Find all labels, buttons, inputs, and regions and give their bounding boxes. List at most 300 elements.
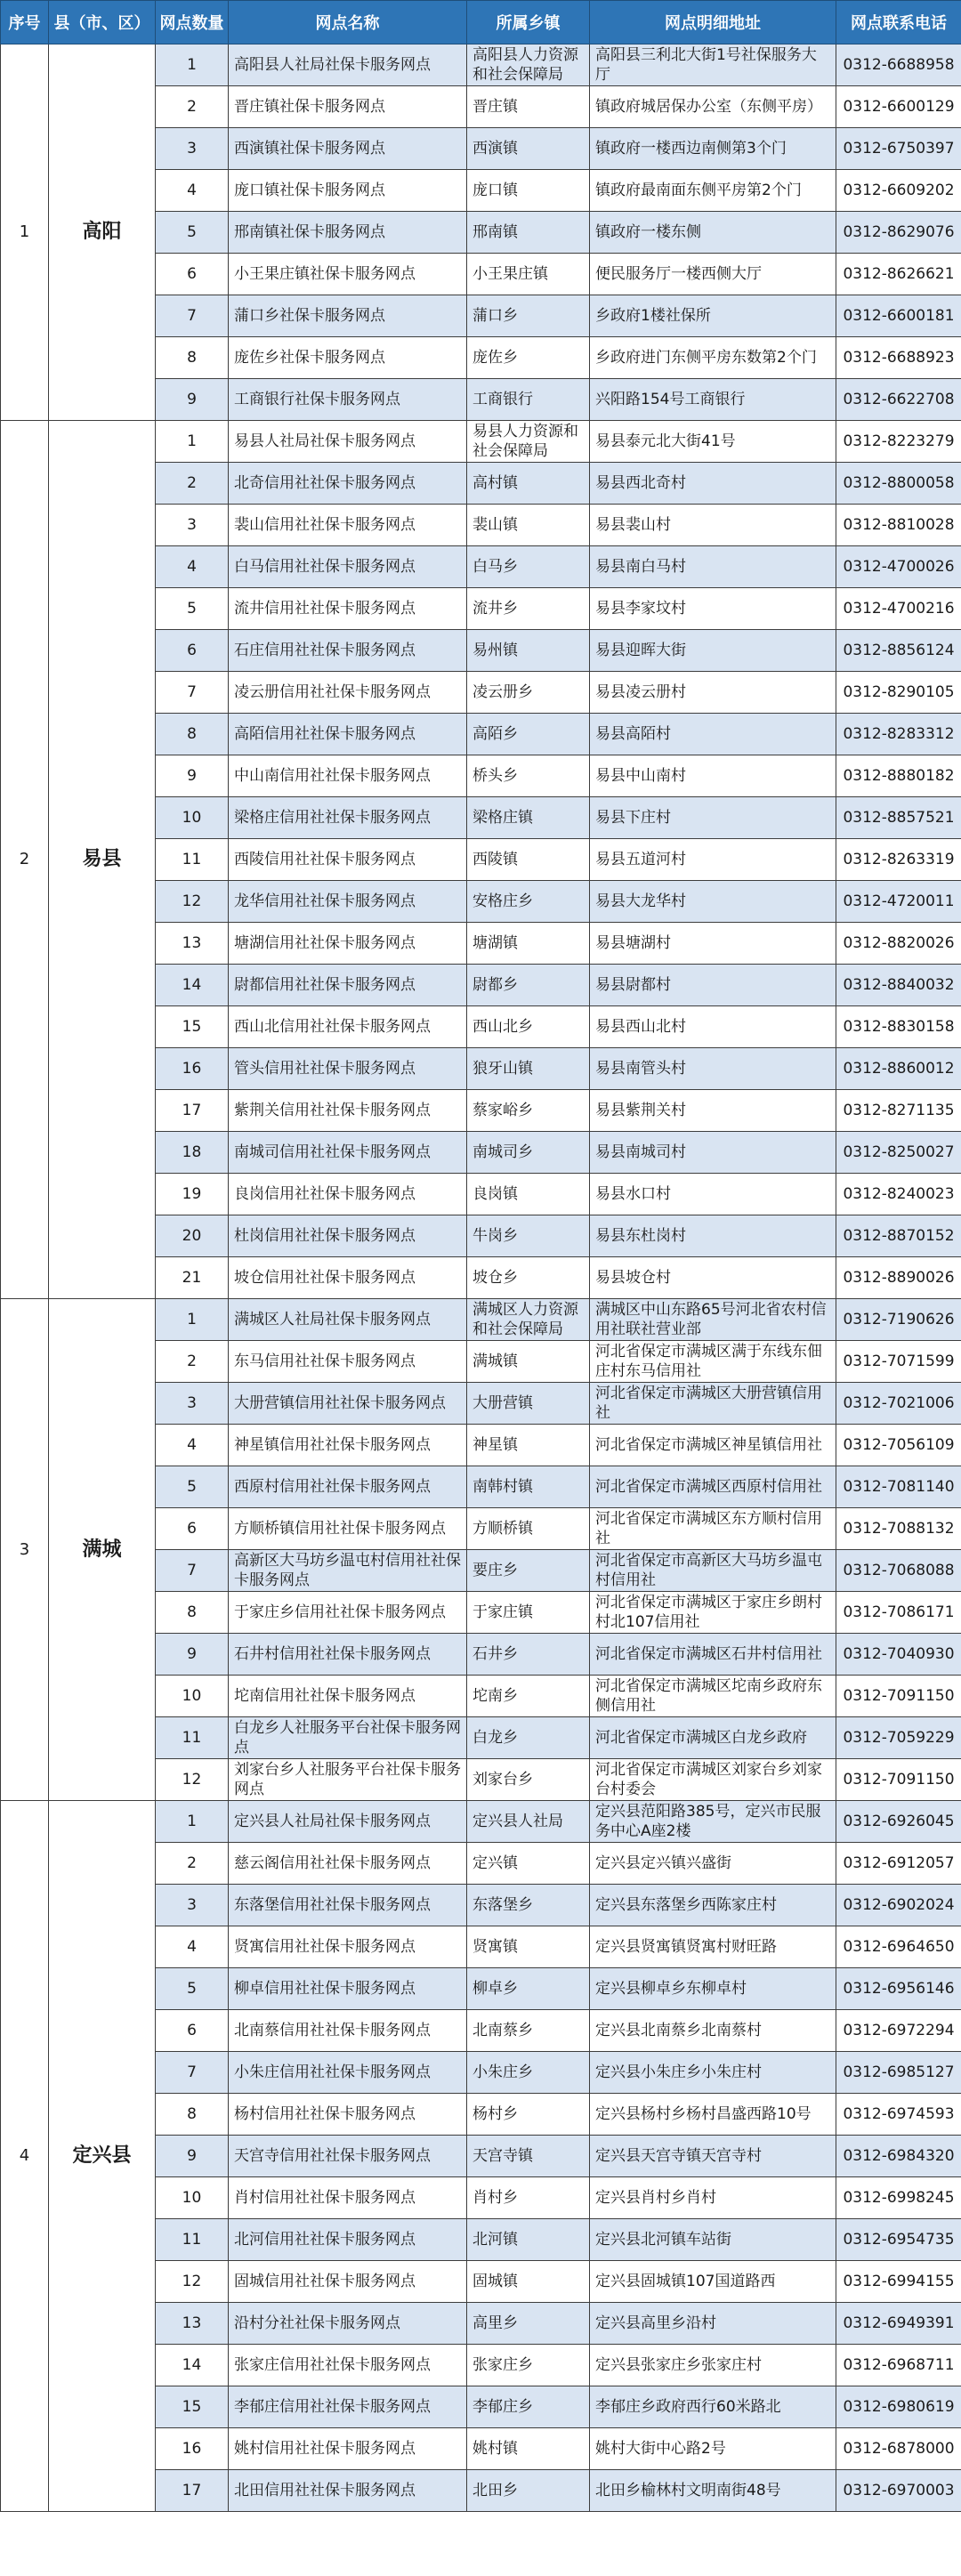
outlet-name-cell: 坨南信用社社保卡服务网点 bbox=[229, 1676, 467, 1717]
outlet-number-cell: 14 bbox=[156, 965, 229, 1006]
phone-cell: 0312-6878000 bbox=[836, 2428, 961, 2470]
township-cell: 高陌乡 bbox=[467, 714, 590, 755]
township-cell: 满城区人力资源和社会保障局 bbox=[467, 1299, 590, 1341]
outlet-number-cell: 10 bbox=[156, 2177, 229, 2219]
outlet-number-cell: 4 bbox=[156, 170, 229, 212]
phone-cell: 0312-6974593 bbox=[836, 2094, 961, 2136]
township-cell: 于家庄镇 bbox=[467, 1592, 590, 1634]
phone-cell: 0312-8820026 bbox=[836, 923, 961, 965]
township-cell: 北河镇 bbox=[467, 2219, 590, 2261]
group-index-cell: 2 bbox=[1, 421, 49, 1299]
outlet-name-cell: 神星镇信用社社保卡服务网点 bbox=[229, 1425, 467, 1466]
address-cell: 河北省保定市满城区满于东线东佃庄村东马信用社 bbox=[590, 1341, 836, 1383]
outlet-number-cell: 15 bbox=[156, 1006, 229, 1048]
header-township: 所属乡镇 bbox=[467, 1, 590, 44]
outlet-number-cell: 10 bbox=[156, 1676, 229, 1717]
township-cell: 蔡家峪乡 bbox=[467, 1090, 590, 1132]
address-cell: 河北省保定市满城区西原村信用社 bbox=[590, 1466, 836, 1508]
outlet-name-cell: 杜岗信用社社保卡服务网点 bbox=[229, 1215, 467, 1257]
header-phone: 网点联系电话 bbox=[836, 1, 961, 44]
outlet-number-cell: 2 bbox=[156, 86, 229, 128]
outlet-number-cell: 13 bbox=[156, 923, 229, 965]
address-cell: 易县裴山村 bbox=[590, 505, 836, 546]
phone-cell: 0312-7091150 bbox=[836, 1676, 961, 1717]
outlet-name-cell: 刘家台乡人社服务平台社保卡服务网点 bbox=[229, 1759, 467, 1801]
township-cell: 裴山镇 bbox=[467, 505, 590, 546]
phone-cell: 0312-6970003 bbox=[836, 2470, 961, 2512]
township-cell: 南韩村镇 bbox=[467, 1466, 590, 1508]
outlet-name-cell: 石庄信用社社保卡服务网点 bbox=[229, 630, 467, 672]
outlet-number-cell: 6 bbox=[156, 2010, 229, 2052]
address-cell: 定兴县天宫寺镇天宫寺村 bbox=[590, 2136, 836, 2177]
header-index: 序号 bbox=[1, 1, 49, 44]
outlet-number-cell: 6 bbox=[156, 630, 229, 672]
phone-cell: 0312-6688923 bbox=[836, 337, 961, 379]
outlet-number-cell: 3 bbox=[156, 128, 229, 170]
outlet-number-cell: 5 bbox=[156, 1968, 229, 2010]
address-cell: 易县中山南村 bbox=[590, 755, 836, 797]
township-cell: 晋庄镇 bbox=[467, 86, 590, 128]
outlet-name-cell: 东落堡信用社社保卡服务网点 bbox=[229, 1885, 467, 1926]
phone-cell: 0312-6600129 bbox=[836, 86, 961, 128]
township-cell: 神星镇 bbox=[467, 1425, 590, 1466]
outlet-number-cell: 11 bbox=[156, 1717, 229, 1759]
outlet-number-cell: 4 bbox=[156, 1425, 229, 1466]
phone-cell: 0312-6912057 bbox=[836, 1843, 961, 1885]
phone-cell: 0312-7081140 bbox=[836, 1466, 961, 1508]
township-cell: 坨南乡 bbox=[467, 1676, 590, 1717]
township-cell: 柳卓乡 bbox=[467, 1968, 590, 2010]
outlet-number-cell: 2 bbox=[156, 1843, 229, 1885]
outlet-name-cell: 北田信用社社保卡服务网点 bbox=[229, 2470, 467, 2512]
outlet-number-cell: 18 bbox=[156, 1132, 229, 1174]
address-cell: 定兴县张家庄乡张家庄村 bbox=[590, 2345, 836, 2386]
outlet-number-cell: 5 bbox=[156, 212, 229, 254]
outlet-number-cell: 15 bbox=[156, 2386, 229, 2428]
address-cell: 河北省保定市满城区刘家台乡刘家台村委会 bbox=[590, 1759, 836, 1801]
outlet-number-cell: 8 bbox=[156, 714, 229, 755]
address-cell: 兴阳路154号工商银行 bbox=[590, 379, 836, 421]
township-cell: 白龙乡 bbox=[467, 1717, 590, 1759]
address-cell: 河北省保定市满城区白龙乡政府 bbox=[590, 1717, 836, 1759]
township-cell: 庞口镇 bbox=[467, 170, 590, 212]
phone-cell: 0312-8880182 bbox=[836, 755, 961, 797]
address-cell: 定兴县范阳路385号，定兴市民服务中心A座2楼 bbox=[590, 1801, 836, 1843]
outlet-name-cell: 高阳县人社局社保卡服务网点 bbox=[229, 44, 467, 86]
outlet-name-cell: 裴山信用社社保卡服务网点 bbox=[229, 505, 467, 546]
address-cell: 镇政府一楼西边南侧第3个门 bbox=[590, 128, 836, 170]
phone-cell: 0312-4700216 bbox=[836, 588, 961, 630]
group-index-cell: 3 bbox=[1, 1299, 49, 1801]
outlet-number-cell: 6 bbox=[156, 1508, 229, 1550]
group-index-cell: 4 bbox=[1, 1801, 49, 2512]
address-cell: 易县五道河村 bbox=[590, 839, 836, 881]
phone-cell: 0312-7021006 bbox=[836, 1383, 961, 1425]
address-cell: 易县紫荆关村 bbox=[590, 1090, 836, 1132]
outlet-name-cell: 西原村信用社社保卡服务网点 bbox=[229, 1466, 467, 1508]
outlet-name-cell: 南城司信用社社保卡服务网点 bbox=[229, 1132, 467, 1174]
address-cell: 定兴县北河镇车站街 bbox=[590, 2219, 836, 2261]
outlet-name-cell: 北河信用社社保卡服务网点 bbox=[229, 2219, 467, 2261]
phone-cell: 0312-6980619 bbox=[836, 2386, 961, 2428]
phone-cell: 0312-8810028 bbox=[836, 505, 961, 546]
address-cell: 便民服务厅一楼西侧大厅 bbox=[590, 254, 836, 295]
outlet-name-cell: 北南蔡信用社社保卡服务网点 bbox=[229, 2010, 467, 2052]
phone-cell: 0312-6968711 bbox=[836, 2345, 961, 2386]
phone-cell: 0312-6609202 bbox=[836, 170, 961, 212]
outlet-name-cell: 北奇信用社社保卡服务网点 bbox=[229, 463, 467, 505]
outlet-name-cell: 西山北信用社社保卡服务网点 bbox=[229, 1006, 467, 1048]
outlet-number-cell: 9 bbox=[156, 379, 229, 421]
outlet-number-cell: 4 bbox=[156, 1926, 229, 1968]
township-cell: 东落堡乡 bbox=[467, 1885, 590, 1926]
township-cell: 方顺桥镇 bbox=[467, 1508, 590, 1550]
township-cell: 定兴镇 bbox=[467, 1843, 590, 1885]
phone-cell: 0312-7071599 bbox=[836, 1341, 961, 1383]
outlet-number-cell: 9 bbox=[156, 2136, 229, 2177]
township-cell: 北田乡 bbox=[467, 2470, 590, 2512]
outlet-name-cell: 东马信用社社保卡服务网点 bbox=[229, 1341, 467, 1383]
address-cell: 易县水口村 bbox=[590, 1174, 836, 1215]
address-cell: 北田乡榆林村文明南街48号 bbox=[590, 2470, 836, 2512]
outlet-name-cell: 梁格庄信用社社保卡服务网点 bbox=[229, 797, 467, 839]
outlet-name-cell: 满城区人社局社保卡服务网点 bbox=[229, 1299, 467, 1341]
phone-cell: 0312-6998245 bbox=[836, 2177, 961, 2219]
address-cell: 河北省保定市满城区大册营镇信用社 bbox=[590, 1383, 836, 1425]
township-cell: 桥头乡 bbox=[467, 755, 590, 797]
outlet-number-cell: 11 bbox=[156, 839, 229, 881]
outlet-number-cell: 3 bbox=[156, 505, 229, 546]
address-cell: 易县李家坟村 bbox=[590, 588, 836, 630]
phone-cell: 0312-4720011 bbox=[836, 881, 961, 923]
address-cell: 河北省保定市满城区坨南乡政府东侧信用社 bbox=[590, 1676, 836, 1717]
outlet-name-cell: 良岗信用社社保卡服务网点 bbox=[229, 1174, 467, 1215]
outlet-number-cell: 2 bbox=[156, 1341, 229, 1383]
address-cell: 定兴县固城镇107国道路西 bbox=[590, 2261, 836, 2303]
outlet-name-cell: 龙华信用社社保卡服务网点 bbox=[229, 881, 467, 923]
township-cell: 定兴县人社局 bbox=[467, 1801, 590, 1843]
outlet-number-cell: 9 bbox=[156, 755, 229, 797]
outlet-name-cell: 工商银行社保卡服务网点 bbox=[229, 379, 467, 421]
township-cell: 凌云册乡 bbox=[467, 672, 590, 714]
outlet-name-cell: 易县人社局社保卡服务网点 bbox=[229, 421, 467, 463]
township-cell: 小王果庄镇 bbox=[467, 254, 590, 295]
phone-cell: 0312-7086171 bbox=[836, 1592, 961, 1634]
outlet-number-cell: 17 bbox=[156, 2470, 229, 2512]
outlet-name-cell: 白马信用社社保卡服务网点 bbox=[229, 546, 467, 588]
phone-cell: 0312-6926045 bbox=[836, 1801, 961, 1843]
address-cell: 定兴县柳卓乡东柳卓村 bbox=[590, 1968, 836, 2010]
outlet-name-cell: 尉都信用社社保卡服务网点 bbox=[229, 965, 467, 1006]
township-cell: 白马乡 bbox=[467, 546, 590, 588]
phone-cell: 0312-6750397 bbox=[836, 128, 961, 170]
phone-cell: 0312-8263319 bbox=[836, 839, 961, 881]
outlet-number-cell: 8 bbox=[156, 1592, 229, 1634]
phone-cell: 0312-8890026 bbox=[836, 1257, 961, 1299]
address-cell: 高阳县三利北大街1号社保服务大厅 bbox=[590, 44, 836, 86]
address-cell: 河北省保定市满城区神星镇信用社 bbox=[590, 1425, 836, 1466]
outlet-name-cell: 杨村信用社社保卡服务网点 bbox=[229, 2094, 467, 2136]
outlet-name-cell: 柳卓信用社社保卡服务网点 bbox=[229, 1968, 467, 2010]
township-cell: 流井乡 bbox=[467, 588, 590, 630]
phone-cell: 0312-6949391 bbox=[836, 2303, 961, 2345]
outlet-name-cell: 石井村信用社社保卡服务网点 bbox=[229, 1634, 467, 1676]
outlet-name-cell: 流井信用社社保卡服务网点 bbox=[229, 588, 467, 630]
address-cell: 满城区中山东路65号河北省农村信用社联社营业部 bbox=[590, 1299, 836, 1341]
outlet-number-cell: 5 bbox=[156, 588, 229, 630]
township-cell: 牛岗乡 bbox=[467, 1215, 590, 1257]
phone-cell: 0312-7059229 bbox=[836, 1717, 961, 1759]
phone-cell: 0312-8830158 bbox=[836, 1006, 961, 1048]
township-cell: 南城司乡 bbox=[467, 1132, 590, 1174]
outlet-number-cell: 2 bbox=[156, 463, 229, 505]
group-county-cell: 易县 bbox=[49, 421, 156, 1299]
township-cell: 梁格庄镇 bbox=[467, 797, 590, 839]
address-cell: 定兴县肖村乡肖村 bbox=[590, 2177, 836, 2219]
group-index-cell: 1 bbox=[1, 44, 49, 421]
table-row bbox=[1, 44, 961, 86]
township-cell: 塘湖镇 bbox=[467, 923, 590, 965]
township-cell: 张家庄乡 bbox=[467, 2345, 590, 2386]
outlet-number-cell: 10 bbox=[156, 797, 229, 839]
header-county: 县（市、区） bbox=[49, 1, 156, 44]
phone-cell: 0312-6994155 bbox=[836, 2261, 961, 2303]
address-cell: 定兴县贤寓镇贤寓村财旺路 bbox=[590, 1926, 836, 1968]
township-cell: 高村镇 bbox=[467, 463, 590, 505]
phone-cell: 0312-8870152 bbox=[836, 1215, 961, 1257]
township-cell: 蒲口乡 bbox=[467, 295, 590, 337]
township-cell: 杨村乡 bbox=[467, 2094, 590, 2136]
outlet-name-cell: 肖村信用社社保卡服务网点 bbox=[229, 2177, 467, 2219]
township-cell: 天宫寺镇 bbox=[467, 2136, 590, 2177]
phone-cell: 0312-8240023 bbox=[836, 1174, 961, 1215]
phone-cell: 0312-8290105 bbox=[836, 672, 961, 714]
phone-cell: 0312-7088132 bbox=[836, 1508, 961, 1550]
outlet-name-cell: 白龙乡人社服务平台社保卡服务网点 bbox=[229, 1717, 467, 1759]
phone-cell: 0312-6964650 bbox=[836, 1926, 961, 1968]
phone-cell: 0312-8283312 bbox=[836, 714, 961, 755]
township-cell: 李郁庄乡 bbox=[467, 2386, 590, 2428]
phone-cell: 0312-8860012 bbox=[836, 1048, 961, 1090]
outlet-name-cell: 李郁庄信用社社保卡服务网点 bbox=[229, 2386, 467, 2428]
phone-cell: 0312-6600181 bbox=[836, 295, 961, 337]
outlet-number-cell: 12 bbox=[156, 2261, 229, 2303]
outlet-name-cell: 天宫寺信用社社保卡服务网点 bbox=[229, 2136, 467, 2177]
phone-cell: 0312-6902024 bbox=[836, 1885, 961, 1926]
outlet-name-cell: 紫荆关信用社社保卡服务网点 bbox=[229, 1090, 467, 1132]
phone-cell: 0312-7190626 bbox=[836, 1299, 961, 1341]
table-body bbox=[1, 44, 961, 2512]
address-cell: 镇政府城居保办公室（东侧平房） bbox=[590, 86, 836, 128]
phone-cell: 0312-8626621 bbox=[836, 254, 961, 295]
table-row bbox=[1, 1299, 961, 1341]
outlet-name-cell: 姚村信用社社保卡服务网点 bbox=[229, 2428, 467, 2470]
phone-cell: 0312-8800058 bbox=[836, 463, 961, 505]
outlet-number-cell: 16 bbox=[156, 1048, 229, 1090]
outlet-number-cell: 12 bbox=[156, 881, 229, 923]
outlet-name-cell: 西演镇社保卡服务网点 bbox=[229, 128, 467, 170]
outlet-name-cell: 坡仓信用社社保卡服务网点 bbox=[229, 1257, 467, 1299]
phone-cell: 0312-6956146 bbox=[836, 1968, 961, 2010]
township-cell: 尉都乡 bbox=[467, 965, 590, 1006]
outlet-name-cell: 贤寓信用社社保卡服务网点 bbox=[229, 1926, 467, 1968]
outlet-number-cell: 6 bbox=[156, 254, 229, 295]
address-cell: 易县高陌村 bbox=[590, 714, 836, 755]
address-cell: 姚村大街中心路2号 bbox=[590, 2428, 836, 2470]
address-cell: 易县大龙华村 bbox=[590, 881, 836, 923]
township-cell: 狼牙山镇 bbox=[467, 1048, 590, 1090]
outlet-number-cell: 7 bbox=[156, 1550, 229, 1592]
table-row bbox=[1, 1801, 961, 1843]
address-cell: 易县凌云册村 bbox=[590, 672, 836, 714]
outlet-number-cell: 7 bbox=[156, 2052, 229, 2094]
phone-cell: 0312-6985127 bbox=[836, 2052, 961, 2094]
outlet-name-cell: 晋庄镇社保卡服务网点 bbox=[229, 86, 467, 128]
township-cell: 安格庄乡 bbox=[467, 881, 590, 923]
phone-cell: 0312-7056109 bbox=[836, 1425, 961, 1466]
outlet-number-cell: 16 bbox=[156, 2428, 229, 2470]
address-cell: 河北省保定市高新区大马坊乡温屯村信用社 bbox=[590, 1550, 836, 1592]
outlet-number-cell: 8 bbox=[156, 337, 229, 379]
address-cell: 易县坡仓村 bbox=[590, 1257, 836, 1299]
header-outlet-count: 网点数量 bbox=[156, 1, 229, 44]
outlet-number-cell: 7 bbox=[156, 295, 229, 337]
outlet-number-cell: 9 bbox=[156, 1634, 229, 1676]
township-cell: 满城镇 bbox=[467, 1341, 590, 1383]
group-county-cell: 定兴县 bbox=[49, 1801, 156, 2512]
outlet-name-cell: 慈云阁信用社社保卡服务网点 bbox=[229, 1843, 467, 1885]
outlet-name-cell: 高陌信用社社保卡服务网点 bbox=[229, 714, 467, 755]
address-cell: 易县东杜岗村 bbox=[590, 1215, 836, 1257]
township-cell: 西演镇 bbox=[467, 128, 590, 170]
outlet-name-cell: 方顺桥镇信用社社保卡服务网点 bbox=[229, 1508, 467, 1550]
outlet-name-cell: 庞佐乡社保卡服务网点 bbox=[229, 337, 467, 379]
outlet-number-cell: 1 bbox=[156, 1299, 229, 1341]
phone-cell: 0312-8629076 bbox=[836, 212, 961, 254]
table-row bbox=[1, 421, 961, 463]
address-cell: 易县南城司村 bbox=[590, 1132, 836, 1174]
outlet-number-cell: 4 bbox=[156, 546, 229, 588]
township-cell: 庞佐乡 bbox=[467, 337, 590, 379]
phone-cell: 0312-6622708 bbox=[836, 379, 961, 421]
address-cell: 镇政府一楼东侧 bbox=[590, 212, 836, 254]
phone-cell: 0312-7091150 bbox=[836, 1759, 961, 1801]
phone-cell: 0312-7040930 bbox=[836, 1634, 961, 1676]
township-cell: 高里乡 bbox=[467, 2303, 590, 2345]
phone-cell: 0312-6954735 bbox=[836, 2219, 961, 2261]
outlet-number-cell: 8 bbox=[156, 2094, 229, 2136]
outlet-number-cell: 1 bbox=[156, 421, 229, 463]
phone-cell: 0312-8271135 bbox=[836, 1090, 961, 1132]
township-cell: 易县人力资源和社会保障局 bbox=[467, 421, 590, 463]
township-cell: 贤寓镇 bbox=[467, 1926, 590, 1968]
township-cell: 要庄乡 bbox=[467, 1550, 590, 1592]
phone-cell: 0312-8840032 bbox=[836, 965, 961, 1006]
phone-cell: 0312-7068088 bbox=[836, 1550, 961, 1592]
outlet-name-cell: 固城信用社社保卡服务网点 bbox=[229, 2261, 467, 2303]
phone-cell: 0312-6984320 bbox=[836, 2136, 961, 2177]
address-cell: 易县塘湖村 bbox=[590, 923, 836, 965]
address-cell: 河北省保定市满城区东方顺村信用社 bbox=[590, 1508, 836, 1550]
phone-cell: 0312-8857521 bbox=[836, 797, 961, 839]
address-cell: 易县南管头村 bbox=[590, 1048, 836, 1090]
phone-cell: 0312-6972294 bbox=[836, 2010, 961, 2052]
address-cell: 易县西北奇村 bbox=[590, 463, 836, 505]
outlet-number-cell: 14 bbox=[156, 2345, 229, 2386]
address-cell: 定兴县定兴镇兴盛街 bbox=[590, 1843, 836, 1885]
outlet-number-cell: 1 bbox=[156, 44, 229, 86]
address-cell: 易县尉都村 bbox=[590, 965, 836, 1006]
outlet-number-cell: 11 bbox=[156, 2219, 229, 2261]
township-cell: 大册营镇 bbox=[467, 1383, 590, 1425]
address-cell: 易县泰元北大街41号 bbox=[590, 421, 836, 463]
outlet-name-cell: 沿村分社社保卡服务网点 bbox=[229, 2303, 467, 2345]
township-cell: 良岗镇 bbox=[467, 1174, 590, 1215]
outlet-name-cell: 张家庄信用社社保卡服务网点 bbox=[229, 2345, 467, 2386]
phone-cell: 0312-6688958 bbox=[836, 44, 961, 86]
outlet-number-cell: 7 bbox=[156, 672, 229, 714]
address-cell: 乡政府进门东侧平房东数第2个门 bbox=[590, 337, 836, 379]
outlet-name-cell: 定兴县人社局社保卡服务网点 bbox=[229, 1801, 467, 1843]
header-outlet-name: 网点名称 bbox=[229, 1, 467, 44]
address-cell: 定兴县小朱庄乡小朱庄村 bbox=[590, 2052, 836, 2094]
outlet-name-cell: 小朱庄信用社社保卡服务网点 bbox=[229, 2052, 467, 2094]
address-cell: 乡政府1楼社保所 bbox=[590, 295, 836, 337]
address-cell: 李郁庄乡政府西行60米路北 bbox=[590, 2386, 836, 2428]
township-cell: 小朱庄乡 bbox=[467, 2052, 590, 2094]
address-cell: 河北省保定市满城区于家庄乡朗村村北107信用社 bbox=[590, 1592, 836, 1634]
outlet-number-cell: 13 bbox=[156, 2303, 229, 2345]
outlet-name-cell: 于家庄乡信用社社保卡服务网点 bbox=[229, 1592, 467, 1634]
address-cell: 河北省保定市满城区石井村信用社 bbox=[590, 1634, 836, 1676]
township-cell: 邢南镇 bbox=[467, 212, 590, 254]
township-cell: 高阳县人力资源和社会保障局 bbox=[467, 44, 590, 86]
township-cell: 肖村乡 bbox=[467, 2177, 590, 2219]
phone-cell: 0312-8250027 bbox=[836, 1132, 961, 1174]
address-cell: 易县西山北村 bbox=[590, 1006, 836, 1048]
address-cell: 易县南白马村 bbox=[590, 546, 836, 588]
township-cell: 固城镇 bbox=[467, 2261, 590, 2303]
outlet-number-cell: 21 bbox=[156, 1257, 229, 1299]
address-cell: 定兴县北南蔡乡北南蔡村 bbox=[590, 2010, 836, 2052]
address-cell: 定兴县杨村乡杨村昌盛西路10号 bbox=[590, 2094, 836, 2136]
table-header-row bbox=[1, 1, 961, 44]
address-cell: 易县迎晖大街 bbox=[590, 630, 836, 672]
header-address: 网点明细地址 bbox=[590, 1, 836, 44]
outlet-number-cell: 1 bbox=[156, 1801, 229, 1843]
township-cell: 北南蔡乡 bbox=[467, 2010, 590, 2052]
outlet-number-cell: 19 bbox=[156, 1174, 229, 1215]
address-cell: 镇政府最南面东侧平房第2个门 bbox=[590, 170, 836, 212]
outlet-number-cell: 20 bbox=[156, 1215, 229, 1257]
address-cell: 定兴县东落堡乡西陈家庄村 bbox=[590, 1885, 836, 1926]
township-cell: 易州镇 bbox=[467, 630, 590, 672]
outlet-name-cell: 凌云册信用社社保卡服务网点 bbox=[229, 672, 467, 714]
outlet-name-cell: 大册营镇信用社社保卡服务网点 bbox=[229, 1383, 467, 1425]
township-cell: 西山北乡 bbox=[467, 1006, 590, 1048]
outlet-name-cell: 邢南镇社保卡服务网点 bbox=[229, 212, 467, 254]
outlet-number-cell: 3 bbox=[156, 1885, 229, 1926]
township-cell: 石井乡 bbox=[467, 1634, 590, 1676]
phone-cell: 0312-4700026 bbox=[836, 546, 961, 588]
outlet-name-cell: 高新区大马坊乡温屯村信用社社保卡服务网点 bbox=[229, 1550, 467, 1592]
outlet-number-cell: 3 bbox=[156, 1383, 229, 1425]
township-cell: 坡仓乡 bbox=[467, 1257, 590, 1299]
outlet-number-cell: 5 bbox=[156, 1466, 229, 1508]
outlet-name-cell: 管头信用社社保卡服务网点 bbox=[229, 1048, 467, 1090]
outlet-name-cell: 小王果庄镇社保卡服务网点 bbox=[229, 254, 467, 295]
phone-cell: 0312-8223279 bbox=[836, 421, 961, 463]
